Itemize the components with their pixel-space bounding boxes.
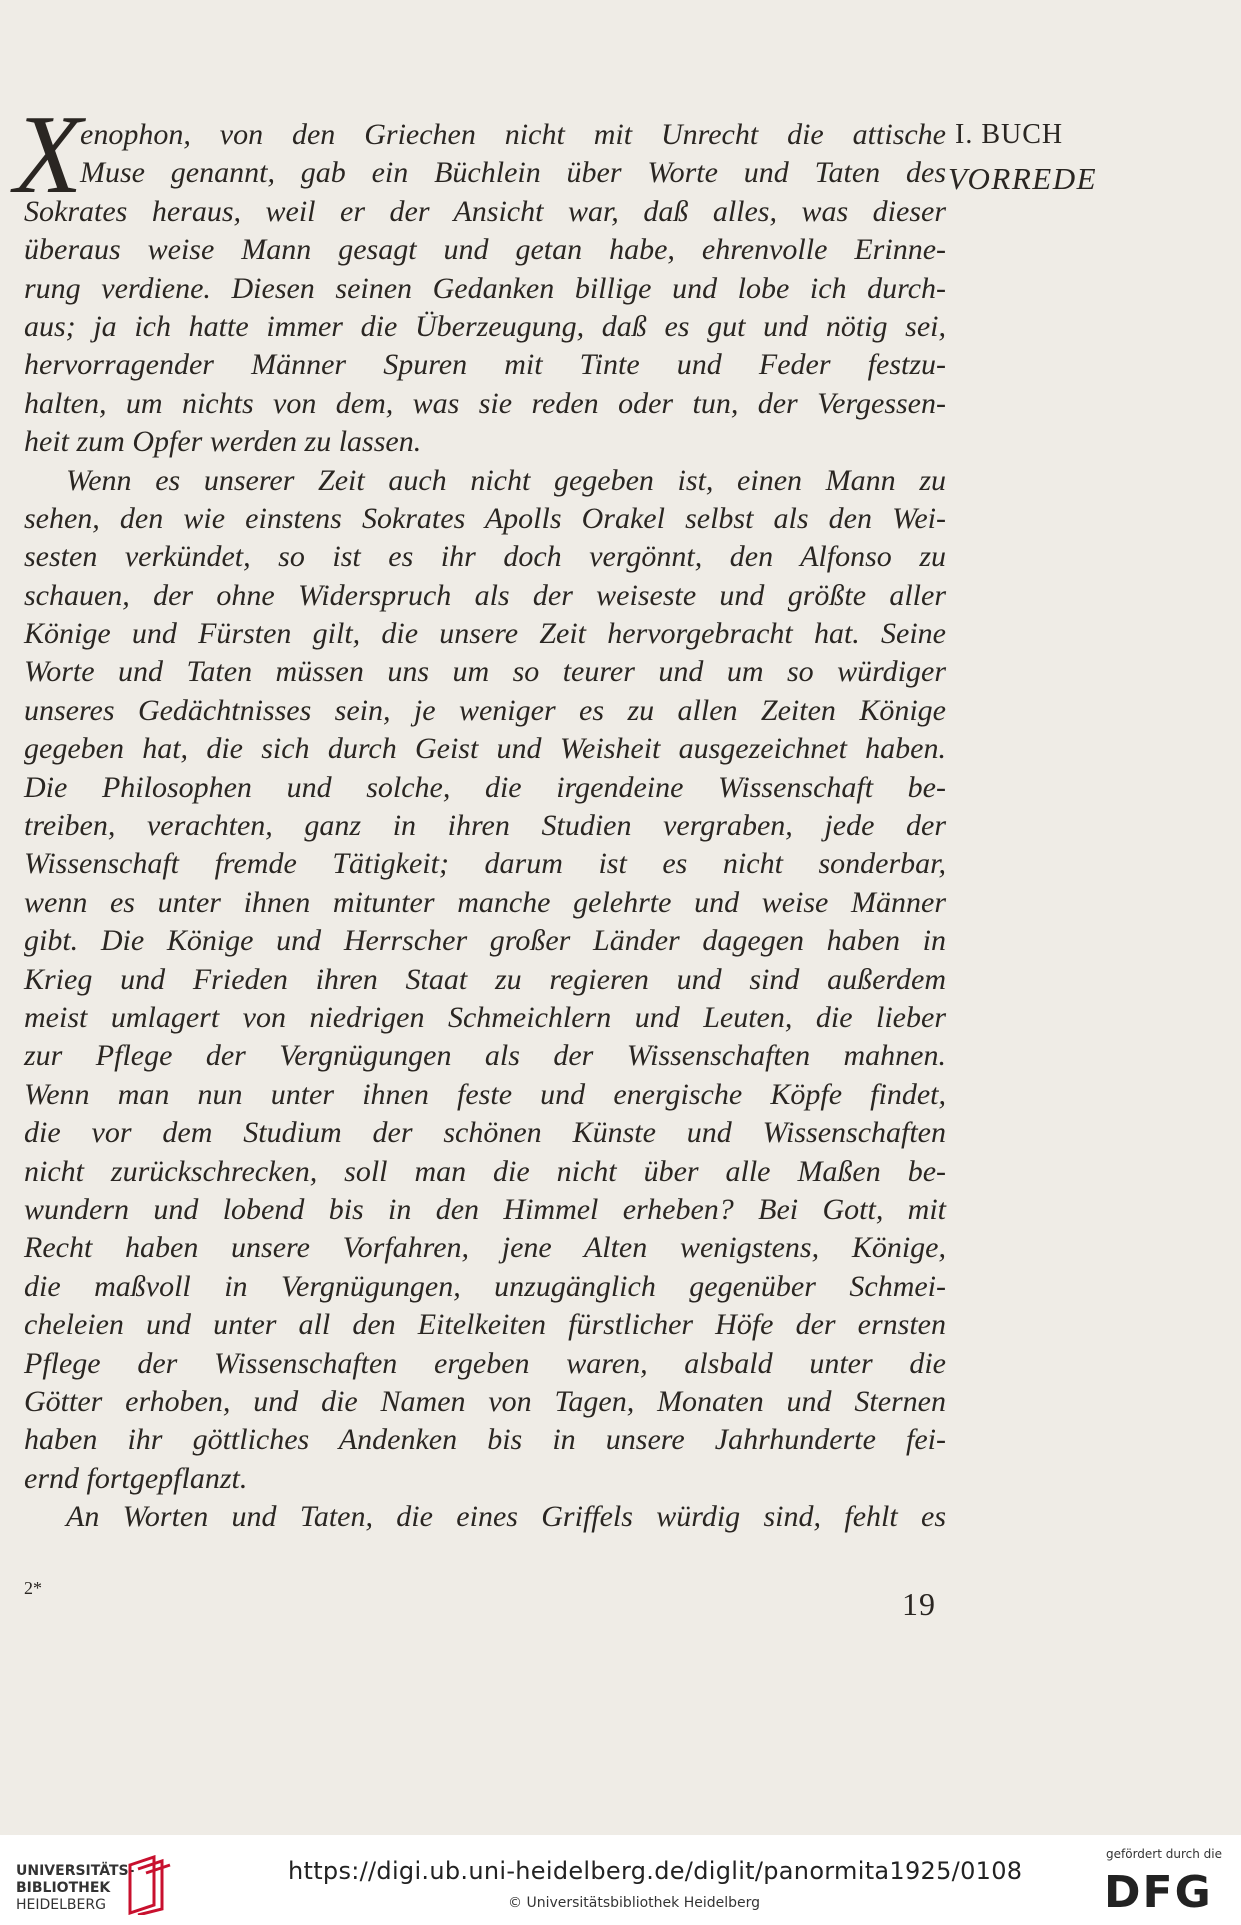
- body-text: [24, 116, 946, 1536]
- library-name-line1: UNIVERSITÄTS-: [16, 1863, 135, 1879]
- text-line: sesten verkündet, so ist es ihr doch vergönnt, den Alfonso zu: [24, 540, 946, 574]
- library-logo-icon: [124, 1855, 172, 1915]
- text-line: treiben, verachten, ganz in ihren Studien vergraben, jede der: [24, 809, 946, 843]
- text-line: Die Philosophen und solche, die irgendeine Wissenschaft be-: [24, 770, 946, 804]
- text-line: Könige und Fürsten gilt, die unsere Zeit hervorgebracht hat. Seine: [24, 617, 946, 651]
- text-line: halten, um nichts von dem, was sie reden oder tun, der Vergessen-: [24, 386, 946, 420]
- text-line: heit zum Opfer werden zu lassen.: [24, 425, 422, 459]
- funding-note: gefördert durch die: [1106, 1847, 1222, 1861]
- library-name-line2: BIBLIOTHEK: [16, 1880, 111, 1896]
- margin-section-heading: VORREDE: [948, 161, 1098, 196]
- text-line: Pflege der Wissenschaften ergeben waren, alsbald unter die: [24, 1346, 946, 1380]
- dfg-logo: DFG: [1104, 1867, 1213, 1918]
- text-line: ernd fortgepflanzt.: [24, 1461, 248, 1495]
- text-line: Muse genannt, gab ein Büchlein über Worte und Taten des: [80, 156, 946, 190]
- text-line: rung verdiene. Diesen seinen Gedanken billige und lobe ich durch-: [24, 271, 946, 305]
- text-line: gibt. Die Könige und Herrscher großer Länder dagegen haben in: [24, 924, 946, 958]
- text-line: überaus weise Mann gesagt und getan habe, ehrenvolle Erinne-: [24, 233, 946, 267]
- text-line: wundern und lobend bis in den Himmel erheben? Bei Gott, mit: [24, 1192, 946, 1226]
- text-line: nicht zurückschrecken, soll man die nicht über alle Maßen be-: [24, 1154, 946, 1188]
- text-line: Wenn man nun unter ihnen feste und energische Köpfe findet,: [24, 1077, 946, 1111]
- copyright-notice: © Universitätsbibliothek Heidelberg: [508, 1895, 761, 1911]
- viewer-footer: [0, 1835, 1241, 1925]
- text-line: Wenn es unserer Zeit auch nicht gegeben ist, einen Mann zu: [66, 463, 946, 497]
- text-line: Götter erhoben, und die Namen von Tagen, Monaten und Sternen: [24, 1384, 946, 1418]
- text-line: haben ihr göttliches Andenken bis in unsere Jahrhunderte fei-: [24, 1423, 946, 1457]
- library-logo-text[interactable]: [16, 1863, 134, 1914]
- text-line: schauen, der ohne Widerspruch als der weiseste und größte aller: [24, 578, 946, 612]
- sheet-signature: 2*: [24, 1578, 42, 1598]
- text-line: cheleien und unter all den Eitelkeiten fürstlicher Höfe der ernsten: [24, 1308, 946, 1342]
- text-line: Worte und Taten müssen uns um so teurer und um so würdiger: [24, 655, 946, 689]
- text-line: Sokrates heraus, weil er der Ansicht war, daß alles, was dieser: [24, 194, 946, 228]
- text-line: Recht haben unsere Vorfahren, jene Alten wenigstens, Könige,: [24, 1231, 946, 1265]
- text-line: meist umlagert von niedrigen Schmeichlern und Leuten, die lieber: [24, 1000, 946, 1034]
- text-line: unseres Gedächtnisses sein, je weniger es zu allen Zeiten Könige: [24, 693, 946, 727]
- margin-book-heading: I. BUCH: [955, 119, 1064, 150]
- permalink-url[interactable]: https://digi.ub.uni-heidelberg.de/diglit/panormita1925/0108: [288, 1857, 1023, 1885]
- page-number: 19: [902, 1586, 936, 1622]
- text-line: die maßvoll in Vergnügungen, unzugänglich gegenüber Schmei-: [24, 1269, 946, 1303]
- text-line: gegeben hat, die sich durch Geist und Weisheit ausgezeichnet haben.: [24, 732, 946, 766]
- text-line: hervorragender Männer Spuren mit Tinte und Feder festzu-: [24, 348, 946, 382]
- drop-cap: X: [14, 93, 83, 217]
- text-line: die vor dem Studium der schönen Künste und Wissenschaften: [24, 1116, 946, 1150]
- text-line: wenn es unter ihnen mitunter manche gelehrte und weise Männer: [24, 885, 946, 919]
- text-line: Krieg und Frieden ihren Staat zu regieren und sind außerdem: [24, 962, 946, 996]
- text-line: enophon, von den Griechen nicht mit Unrecht die attische: [80, 118, 946, 151]
- text-line: An Worten und Taten, die eines Griffels würdig sind, fehlt es: [66, 1500, 946, 1534]
- library-name-line3: HEIDELBERG: [16, 1897, 106, 1913]
- text-line: sehen, den wie einstens Sokrates Apolls Orakel selbst als den Wei-: [24, 501, 946, 535]
- text-line: Wissenschaft fremde Tätigkeit; darum ist es nicht sonderbar,: [24, 847, 946, 881]
- text-line: aus; ja ich hatte immer die Überzeugung, daß es gut und nötig sei,: [24, 309, 946, 343]
- text-line: zur Pflege der Vergnügungen als der Wissenschaften mahnen.: [24, 1039, 946, 1073]
